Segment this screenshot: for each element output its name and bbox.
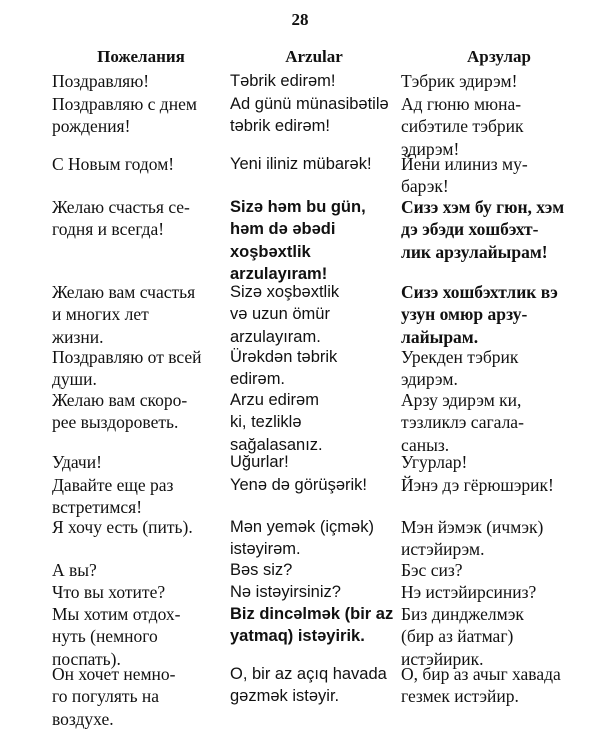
turkmen-phrase: Арзу эдирэм ки, тэзликлэ сагала- саныз. bbox=[401, 390, 524, 455]
russian-phrase: Удачи! bbox=[52, 452, 102, 472]
turkmen-phrase: Бэс сиз? bbox=[401, 560, 463, 580]
turkmen-phrase: Йэнэ дэ гёрюшэрик! bbox=[401, 475, 554, 495]
russian-phrase: Он хочет немно- го погулять на воздухе. bbox=[52, 664, 176, 729]
azerbaijani-phrase: Təbrik edirəm! bbox=[230, 72, 336, 90]
russian-phrase: Поздравляю с днем рождения! bbox=[52, 94, 197, 137]
azerbaijani-phrase: Bəs siz? bbox=[230, 561, 293, 579]
turkmen-phrase: Биз динджелмэк (бир аз йатмаг) истэйирик. bbox=[401, 604, 524, 669]
azerbaijani-phrase: Yeni iliniz mübarək! bbox=[230, 155, 372, 173]
turkmen-phrase: Нэ истэйирсиниз? bbox=[401, 582, 537, 602]
russian-phrase: Мы хотим отдох- нуть (немного поспать). bbox=[52, 604, 181, 669]
turkmen-phrase: Урекден тэбрик эдирэм. bbox=[401, 347, 519, 390]
russian-phrase: Поздравляю! bbox=[52, 71, 150, 91]
azerbaijani-phrase: Sizə xoşbəxtlik və uzun ömür arzulayıram. bbox=[230, 283, 340, 346]
azerbaijani-phrase: Nə istəyirsiniz? bbox=[230, 583, 341, 601]
azerbaijani-phrase: Arzu edirəm ki, tezliklə sağalasanız. bbox=[230, 391, 323, 454]
azerbaijani-phrase: Sizə həm bu gün, həm də əbədi xoşbəxtlik arzulayıram! bbox=[230, 198, 366, 284]
azerbaijani-phrase: Biz dincəlmək (bir az yatmaq) istəyirik. bbox=[230, 605, 394, 646]
azerbaijani-phrase: Ad günü münasibətilə təbrik edirəm! bbox=[230, 95, 389, 136]
turkmen-phrase: Сизэ хэм бу гюн, хэм дэ эбэди хошбэхт- лик арзулайырам! bbox=[401, 197, 565, 262]
header-azerbaijani: Arzular bbox=[285, 47, 343, 66]
turkmen-phrase: Йени илиниз му- барэк! bbox=[401, 154, 528, 197]
russian-phrase: Поздравляю от всей души. bbox=[52, 347, 202, 390]
turkmen-phrase: Тэбрик эдирэм! bbox=[401, 71, 518, 91]
turkmen-phrase: Ад гюню мюна- сибэтиле тэбрик эдирэм! bbox=[401, 94, 524, 159]
russian-phrase: С Новым годом! bbox=[52, 154, 175, 174]
header-turkmen: Арзулар bbox=[467, 47, 531, 66]
russian-phrase: Желаю вам скоро- рее выздороветь. bbox=[52, 390, 188, 433]
azerbaijani-phrase: Ürəkdən təbrik edirəm. bbox=[230, 348, 338, 389]
russian-phrase: Что вы хотите? bbox=[52, 582, 166, 602]
header-russian: Пожелания bbox=[97, 47, 185, 66]
azerbaijani-phrase: O, bir az açıq havada gəzmək istəyir. bbox=[230, 665, 387, 706]
russian-phrase: Желаю вам счастья и многих лет жизни. bbox=[52, 282, 196, 347]
turkmen-phrase: О, бир аз ачыг хавада гезмек истэйир. bbox=[401, 664, 561, 707]
russian-phrase: А вы? bbox=[52, 560, 97, 580]
turkmen-phrase: Угурлар! bbox=[401, 452, 468, 472]
page-number: 28 bbox=[291, 10, 309, 29]
azerbaijani-phrase: Uğurlar! bbox=[230, 453, 289, 471]
azerbaijani-phrase: Yenə də görüşərik! bbox=[230, 476, 367, 494]
azerbaijani-phrase: Mən yemək (içmək) istəyirəm. bbox=[230, 518, 374, 559]
turkmen-phrase: Сизэ хошбэхтлик вэ узун омюр арзу- лайырам. bbox=[401, 282, 558, 347]
russian-phrase: Желаю счастья се- годня и всегда! bbox=[52, 197, 190, 240]
turkmen-phrase: Мэн йэмэк (ичмэк) истэйирэм. bbox=[401, 517, 544, 560]
russian-phrase: Давайте еще раз встретимся! bbox=[52, 475, 174, 518]
russian-phrase: Я хочу есть (пить). bbox=[52, 517, 193, 537]
